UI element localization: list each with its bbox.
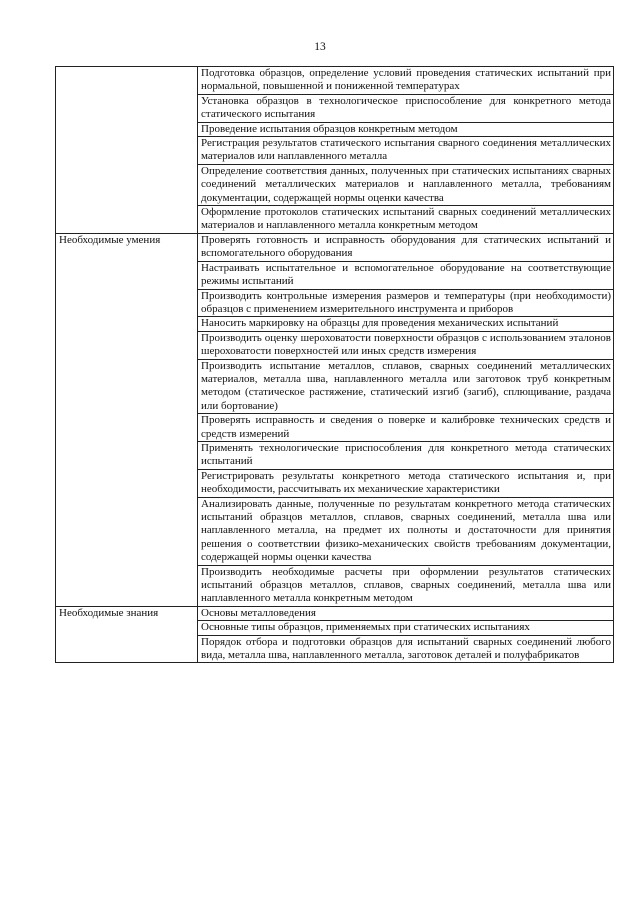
specification-table	[55, 66, 614, 663]
section-label	[56, 67, 198, 234]
table-row	[56, 233, 614, 261]
page-number: 13	[314, 41, 326, 53]
list-item: Проверять исправность и сведения о поверке и калибровке технических средств и средств измерений	[198, 414, 614, 442]
list-item: Оформление протоколов статических испытаний сварных соединений металлических материалов и наплавленного металла конкретным методом	[198, 206, 614, 234]
list-item: Проверять готовность и исправность оборудования для статических испытаний и вспомогательного оборудования	[198, 233, 614, 261]
table-row	[56, 606, 614, 620]
list-item: Наносить маркировку на образцы для проведения механических испытаний	[198, 317, 614, 331]
table-row	[56, 67, 614, 95]
list-item: Настраивать испытательное и вспомогательное оборудование на соответствующие режимы испытаний	[198, 261, 614, 289]
list-item: Производить оценку шероховатости поверхности образцов с использованием эталонов шероховатости поверхностей или иных средств измерения	[198, 331, 614, 359]
list-item: Регистрировать результаты конкретного метода статического испытания и, при необходимости, рассчитывать их механические характеристики	[198, 469, 614, 497]
list-item: Основы металловедения	[198, 606, 614, 620]
section-label-knowledge: Необходимые знания	[56, 606, 198, 663]
list-item: Производить контрольные измерения размеров и температуры (при необходимости) образцов с применением измерительного инструмента и приборов	[198, 289, 614, 317]
list-item: Основные типы образцов, применяемых при статических испытаниях	[198, 621, 614, 635]
list-item: Установка образцов в технологическое приспособление для конкретного метода статического испытания	[198, 94, 614, 122]
list-item: Определение соответствия данных, полученных при статических испытаниях сварных соединений металлических материалов и наплавленного металла, требованиям документации, содержащей нормы оценки качества	[198, 164, 614, 205]
list-item: Анализировать данные, полученные по результатам конкретного метода статических испытаний образцов металлов, сплавов, сварных соединений, металла шва или наплавленного металла, на предмет их полноты и достаточности для принятия решения о соответствии физико-механических свойств требованиям документации, содержащей нормы оценки качества	[198, 497, 614, 565]
list-item: Производить испытание металлов, сплавов, сварных соединений металлических материалов, металла шва, наплавленного металла или заготовок труб конкретным методом (статическое растяжение, статический изгиб (загиб), сплющивание, раздача или бортование)	[198, 359, 614, 414]
list-item: Применять технологические приспособления для конкретного метода статических испытаний	[198, 441, 614, 469]
list-item: Порядок отбора и подготовки образцов для испытаний сварных соединений любого вида, металла шва, наплавленного металла, заготовок деталей и полуфабрикатов	[198, 635, 614, 663]
list-item: Подготовка образцов, определение условий проведения статических испытаний при нормальной, повышенной и пониженной температурах	[198, 67, 614, 95]
list-item: Проведение испытания образцов конкретным методом	[198, 122, 614, 136]
section-label-skills: Необходимые умения	[56, 233, 198, 606]
list-item: Производить необходимые расчеты при оформлении результатов статических испытаний образцов металлов, сплавов, сварных соединений, металла шва или наплавленного металла конкретным методом	[198, 565, 614, 606]
list-item: Регистрация результатов статического испытания сварного соединения металлических материалов или наплавленного металла	[198, 137, 614, 165]
